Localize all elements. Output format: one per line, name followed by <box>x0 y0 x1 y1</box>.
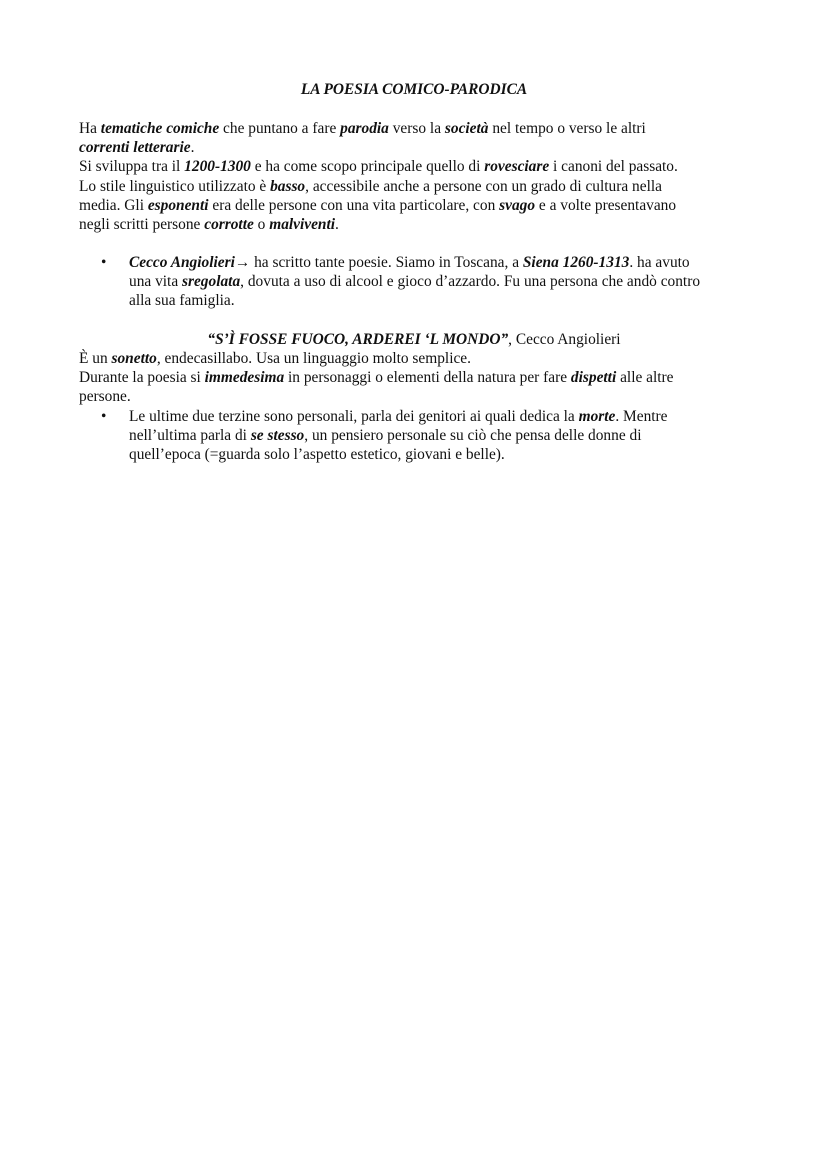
emphasized-text: esponenti <box>147 196 209 214</box>
emphasized-text: 1200-1300 <box>184 158 251 176</box>
emphasized-text: corrotte <box>204 216 254 234</box>
emphasized-text: correnti letterarie <box>79 139 191 157</box>
text-run: . ha avuto <box>629 254 690 271</box>
text-run: , accessibile anche a persone con un grado di cultura nella <box>305 177 662 195</box>
emphasized-text: parodia <box>340 120 389 137</box>
text-line <box>79 349 759 368</box>
author-bullet-list <box>79 253 759 311</box>
text-run: Durante la poesia si <box>79 369 205 387</box>
emphasized-text: se stesso <box>250 427 305 445</box>
text-run: . <box>190 139 195 157</box>
text-line <box>129 445 759 464</box>
text-run: Le ultime due terzine sono personali, parla dei genitori ai quali dedica la <box>129 408 579 425</box>
text-line <box>79 157 759 176</box>
text-line <box>79 387 759 406</box>
text-line <box>129 253 759 272</box>
intro-paragraph <box>79 119 759 234</box>
text-run: , un pensiero personale su ciò che pensa delle donne di <box>304 427 642 445</box>
emphasized-text: tematiche comiche <box>100 120 220 137</box>
text-run: persone. <box>79 388 131 406</box>
emphasized-text: rovesciare <box>484 158 550 176</box>
emphasized-text: “S’Ì FOSSE FUOCO, ARDEREI ‘L MONDO” <box>207 331 509 348</box>
emphasized-text: Siena 1260-1313 <box>522 254 630 271</box>
text-line <box>79 138 759 157</box>
text-line <box>79 196 759 215</box>
author-bullet-text <box>129 253 759 311</box>
text-run: che puntano a fare <box>219 120 341 137</box>
text-run: Si sviluppa tra il <box>79 158 185 176</box>
text-line <box>79 368 759 387</box>
text-line <box>79 119 759 138</box>
tercets-bullet-text <box>129 407 759 465</box>
text-run: alle altre <box>616 369 674 387</box>
text-run: È un <box>79 350 112 367</box>
emphasized-text: società <box>444 120 489 137</box>
text-run: , endecasillabo. Usa un linguaggio molto semplice. <box>156 350 471 367</box>
tercets-bullet-list <box>79 407 759 465</box>
text-line <box>79 177 759 196</box>
text-run: verso la <box>388 120 445 137</box>
emphasized-text: immedesima <box>204 369 285 387</box>
text-run: → <box>234 254 251 271</box>
emphasized-text: sonetto <box>111 350 157 367</box>
text-run: una vita <box>129 273 182 291</box>
emphasized-text: morte <box>578 408 616 425</box>
list-item <box>79 253 759 311</box>
poem-paragraph <box>79 349 759 407</box>
emphasized-text: basso <box>270 177 306 195</box>
list-item <box>79 407 759 465</box>
poem-heading <box>0 330 828 349</box>
text-run: negli scritti persone <box>79 216 205 234</box>
text-run: e a volte presentavano <box>535 196 677 214</box>
text-run: o <box>253 216 270 234</box>
text-line <box>79 215 759 234</box>
text-run: era delle persone con una vita particolare, con <box>208 196 500 214</box>
text-run: , Cecco Angiolieri <box>508 331 621 348</box>
text-run: i canoni del passato. <box>549 158 678 176</box>
text-run: . Mentre <box>615 408 668 425</box>
text-run: e ha come scopo principale quello di <box>250 158 485 176</box>
emphasized-text: malviventi <box>269 216 336 234</box>
page-title: LA POESIA COMICO-PARODICA <box>300 81 528 98</box>
text-run: in personaggi o elementi della natura per fare <box>284 369 571 387</box>
text-run: Lo stile linguistico utilizzato è <box>79 177 271 195</box>
text-run: Ha <box>79 120 101 137</box>
text-run: media. Gli <box>79 196 148 214</box>
text-run: , dovuta a uso di alcool e gioco d’azzardo. Fu una persona che andò contro <box>240 273 701 291</box>
text-line <box>129 426 759 445</box>
emphasized-text: Cecco Angiolieri <box>129 254 235 271</box>
text-run: nell’ultima parla di <box>129 427 251 445</box>
text-line <box>129 272 759 291</box>
text-run: ha scritto tante poesie. Siamo in Toscana, a <box>250 254 523 271</box>
text-run: alla sua famiglia. <box>129 292 235 310</box>
text-line <box>129 407 759 426</box>
emphasized-text: sregolata <box>182 273 241 291</box>
text-run: quell’epoca (=guarda solo l’aspetto estetico, giovani e belle). <box>129 446 505 464</box>
bullet-icon: • <box>101 408 107 425</box>
emphasized-text: dispetti <box>570 369 617 387</box>
text-run: . <box>335 216 339 234</box>
bullet-icon: • <box>101 254 107 271</box>
text-run: nel tempo o verso le altri <box>488 120 646 137</box>
emphasized-text: svago <box>499 196 536 214</box>
text-line <box>129 291 759 310</box>
